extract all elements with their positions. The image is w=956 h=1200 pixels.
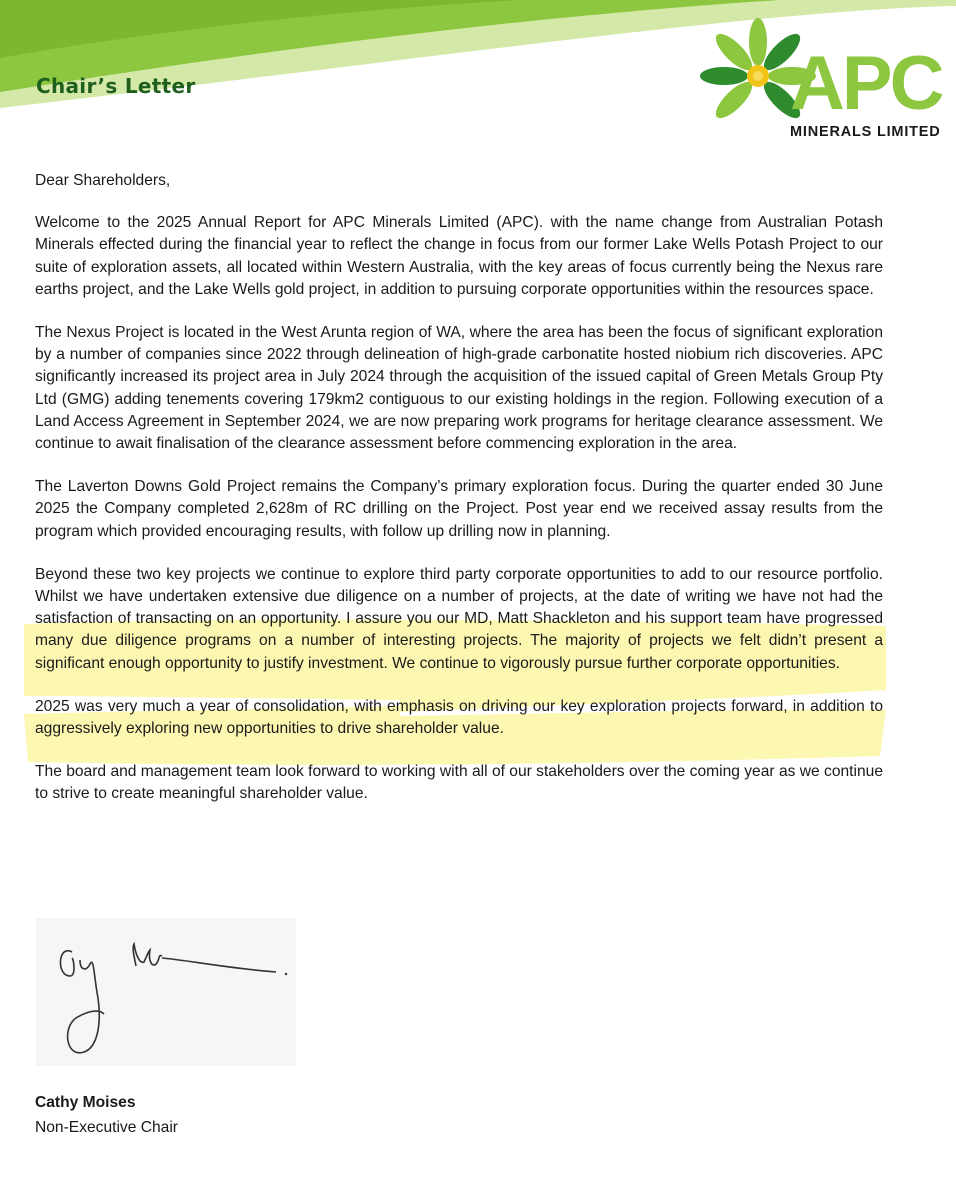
section-title: Chair’s Letter (36, 74, 196, 98)
handwritten-signature (36, 918, 296, 1066)
signer-name: Cathy Moises (35, 1094, 136, 1111)
signature-area (36, 918, 296, 1066)
salutation: Dear Shareholders, (35, 172, 171, 189)
letter-body (35, 170, 883, 827)
logo-subtitle: MINERALS LIMITED (790, 124, 941, 140)
paragraph-intro: Welcome to the 2025 Annual Report for APC Minerals Limited (APC). with the name change from Australian Potash Minerals effected during the financial year to reflect the change in focus from our former Lake Wells Potash Project to our suite of exploration assets, all located within Western Australia, with the key areas of focus currently being the Nexus rare earths project, and the Lake Wells gold project, in addition to pursuing corporate opportunities within the resources space. (35, 214, 883, 298)
signer-title: Non-Executive Chair (35, 1119, 179, 1136)
paragraph-consolidation: 2025 was very much a year of consolidation, with emphasis on driving our key exploration projects forward, in addition to aggressively exploring new opportunities to drive shareholder value. (35, 697, 883, 738)
paragraph-closing: The board and management team look forward to working with all of our stakeholders over the coming year as we continue to strive to create meaningful shareholder value. (35, 763, 883, 803)
paragraph-corporate: Beyond these two key projects we continue to explore third party corporate opportunities to add to our resource portfolio. Whilst we have undertaken extensive due diligence on a number of projects, at the date of writing we have not had the satisfaction of transacting on an opportunity. I assure you our MD, Matt Shackleton and his support team have progressed many due diligence programs on a number of interesting projects. The majority of projects we felt didn’t present a significant enough opportunity to justify investment. We continue to vigorously pursue further corporate opportunities. (35, 565, 883, 672)
paragraph-nexus: The Nexus Project is located in the West Arunta region of WA, where the area has been the focus of significant exploration by a number of companies since 2022 through delineation of high-grade carbonatite hosted niobium rich discoveries. APC significantly increased its project area in July 2024 through the acquisition of the issued capital of Green Metals Group Pty Ltd (GMG) adding tenements covering 179km2 contiguous to our existing holdings in the region. Following execution of a Land Access Agreement in September 2024, we are now preparing work programs for heritage clearance assessment. We continue to await finalisation of the clearance assessment before commencing exploration in the area. (35, 324, 883, 453)
paragraph-laverton: The Laverton Downs Gold Project remains the Company’s primary exploration focus. During the quarter ended 30 June 2025 the Company completed 2,628m of RC drilling on the Project. Post year end we received assay results from the program which provided encouraging results, with follow up drilling now in planning. (35, 478, 883, 540)
logo-wordmark: APC (790, 41, 942, 126)
